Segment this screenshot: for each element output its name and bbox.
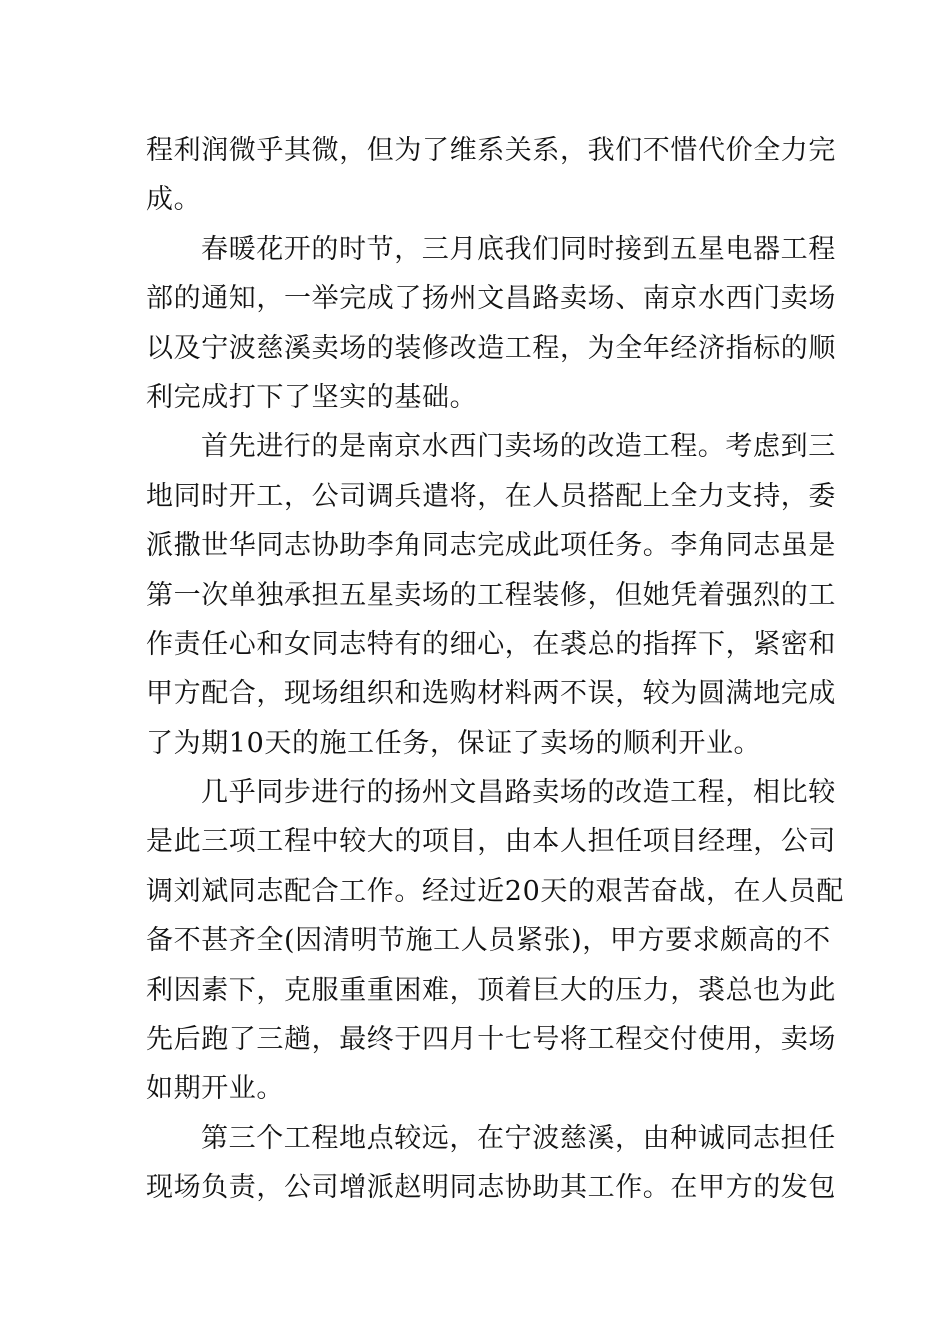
text-line: 利完成打下了坚实的基础。 (146, 381, 478, 413)
text-line: 部的通知，一举完成了扬州文昌路卖场、南京水西门卖场 (146, 283, 836, 315)
text-line: 派撒世华同志协助李角同志完成此项任务。李角同志虽是 (146, 530, 836, 562)
text-line: 调刘斌同志配合工作。经过近20天的艰苦奋战，在人员配 (146, 875, 844, 907)
text-line: 甲方配合，现场组织和选购材料两不误，较为圆满地完成 (146, 678, 836, 710)
text-line: 程利润微乎其微，但为了维系关系，我们不惜代价全力完 (146, 135, 836, 166)
text-line: 成。 (146, 184, 202, 216)
paragraph-start-line: 春暖花开的时节，三月底我们同时接到五星电器工程 (201, 233, 836, 265)
body-text (146, 126, 844, 1213)
text-line: 了为期10天的施工任务，保证了卖场的顺利开业。 (146, 727, 762, 759)
text-line: 备不甚齐全(因清明节施工人员紧张)，甲方要求颇高的不 (146, 925, 831, 957)
text-line: 是此三项工程中较大的项目，由本人担任项目经理，公司 (146, 826, 836, 858)
text-line: 现场负责，公司增派赵明同志协助其工作。在甲方的发包 (146, 1172, 836, 1204)
text-line: 利因素下，克服重重困难，顶着巨大的压力，裘总也为此 (146, 974, 836, 1006)
text-line: 先后跑了三趟，最终于四月十七号将工程交付使用，卖场 (146, 1024, 836, 1056)
text-line: 以及宁波慈溪卖场的装修改造工程，为全年经济指标的顺 (146, 332, 836, 364)
text-line: 地同时开工，公司调兵遣将，在人员搭配上全力支持，委 (146, 480, 836, 512)
paragraph-start-line: 第三个工程地点较远，在宁波慈溪，由种诚同志担任 (201, 1122, 836, 1154)
text-line: 第一次单独承担五星卖场的工程装修，但她凭着强烈的工 (146, 579, 836, 611)
text-line: 作责任心和女同志特有的细心，在裘总的指挥下，紧密和 (146, 628, 836, 660)
text-line: 如期开业。 (146, 1073, 284, 1105)
paragraph-start-line: 几乎同步进行的扬州文昌路卖场的改造工程，相比较 (201, 777, 836, 809)
paragraph-start-line: 首先进行的是南京水西门卖场的改造工程。考虑到三 (201, 431, 836, 463)
